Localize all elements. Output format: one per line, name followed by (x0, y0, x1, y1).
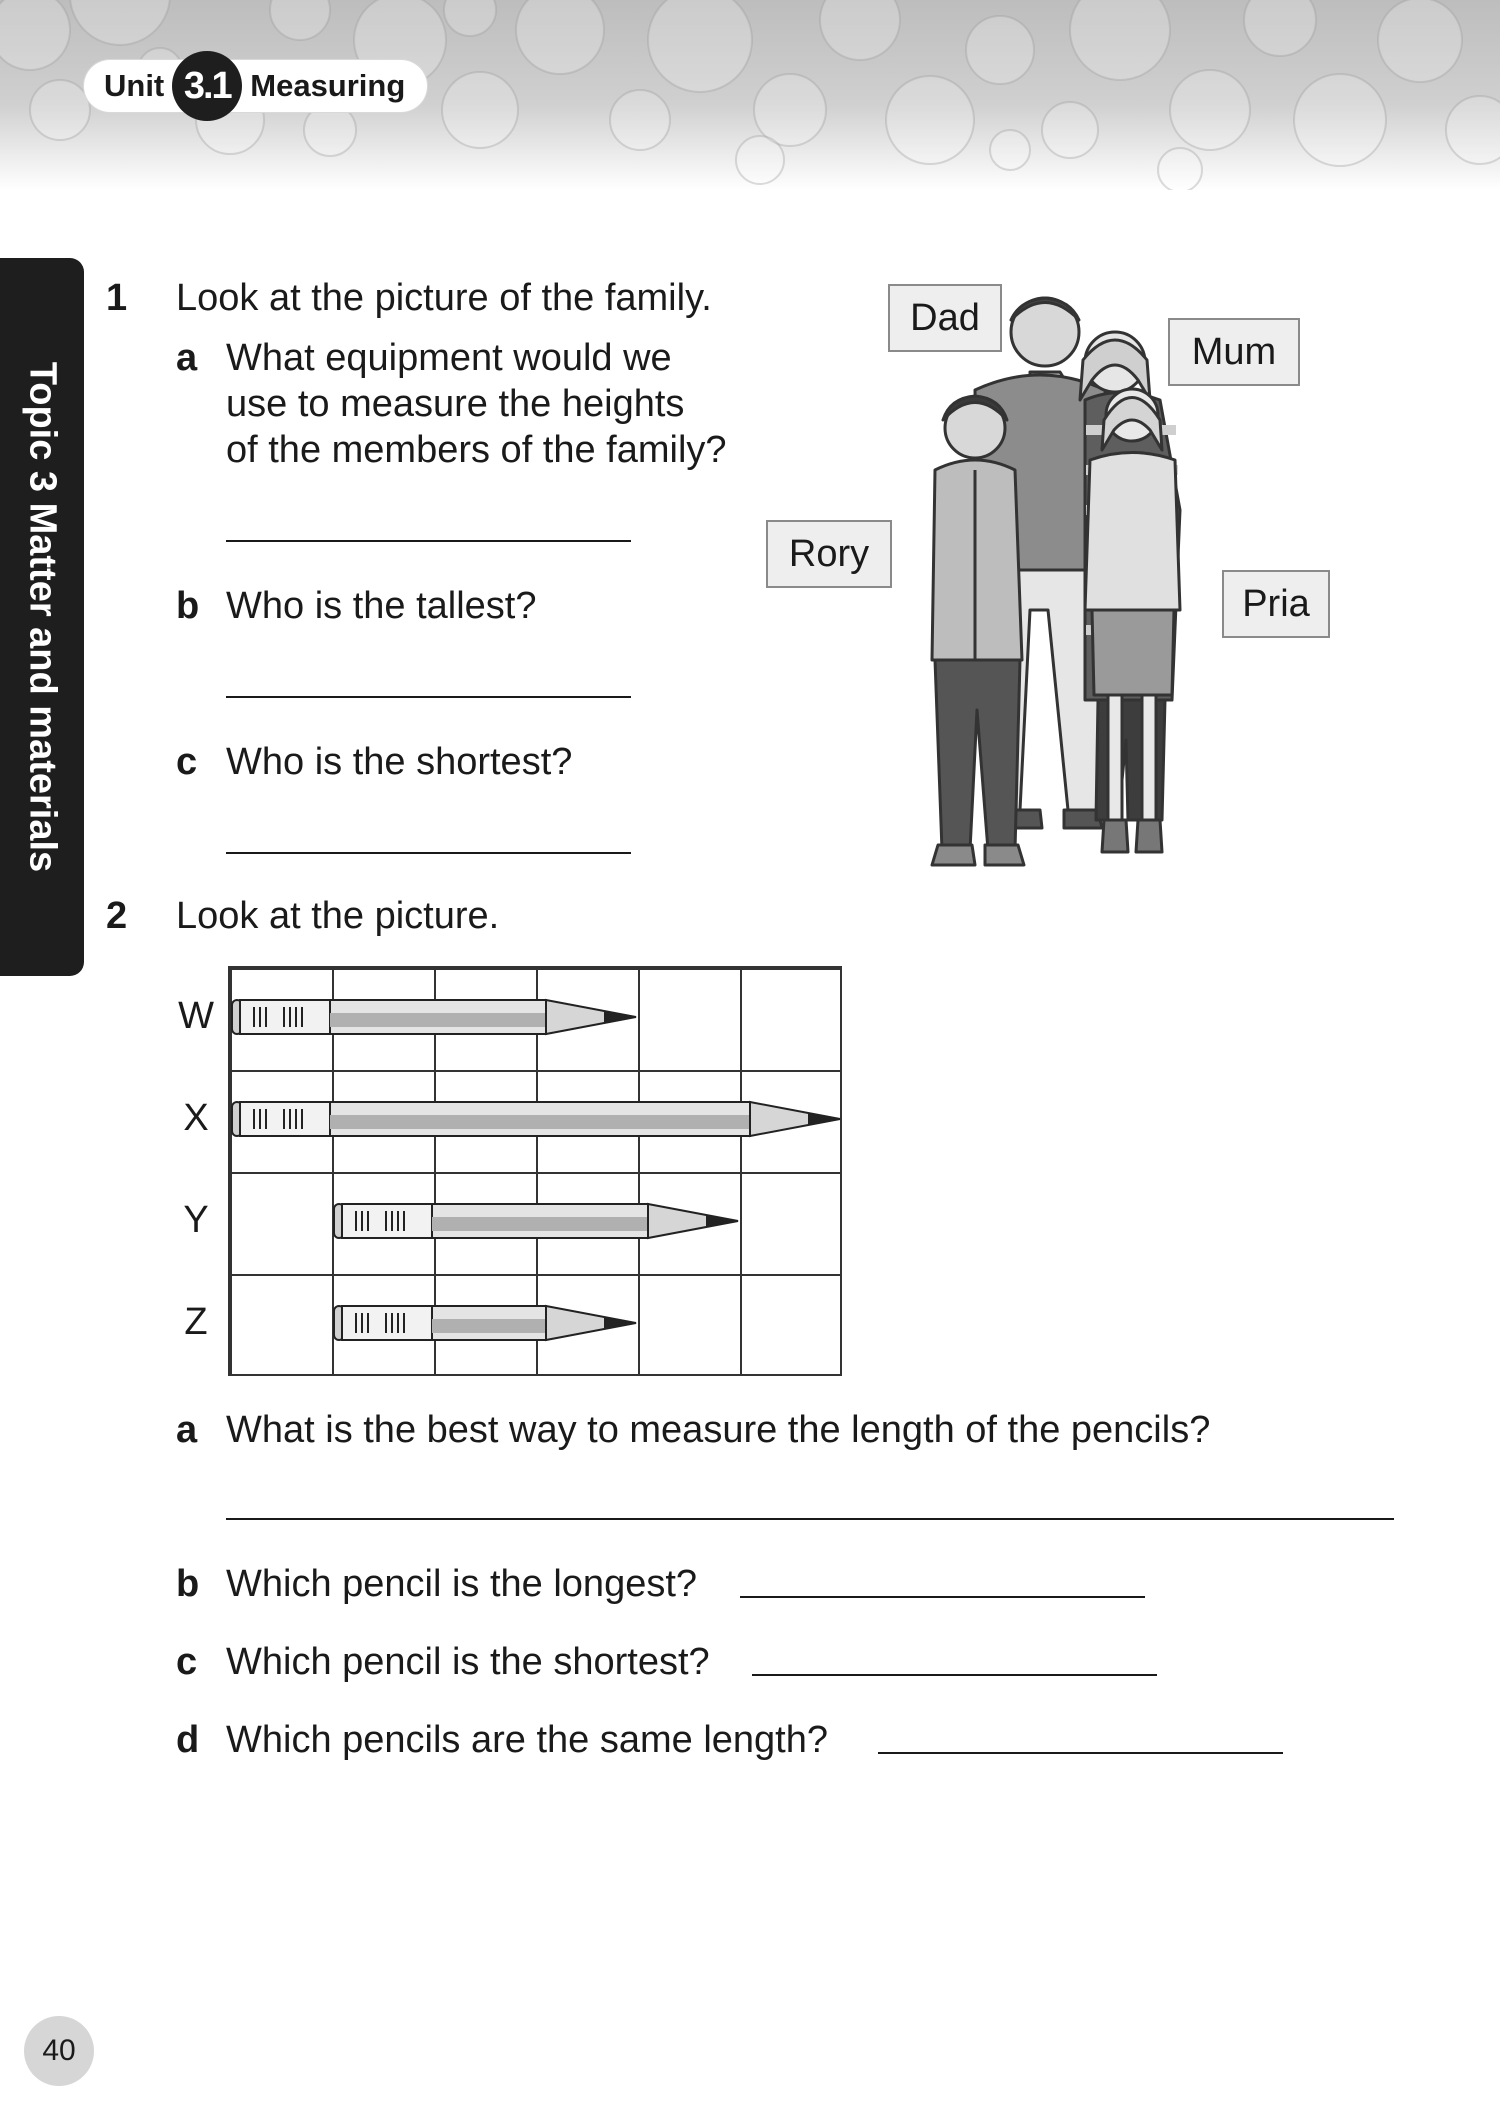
label-mum: Mum (1168, 318, 1300, 386)
pencil-z (334, 1306, 636, 1340)
q1b-answer-line[interactable] (226, 696, 631, 698)
topic-title: Topic 3 Matter and materials (21, 361, 64, 873)
q2d-letter: d (176, 1719, 200, 1761)
pencil-w (232, 1000, 636, 1034)
pencil-y (334, 1204, 738, 1238)
unit-number: 3.1 (172, 51, 242, 121)
question-1-prompt: Look at the picture of the family. (176, 277, 712, 319)
rory-figure (932, 396, 1024, 865)
q2a-question: What is the best way to measure the length of the pencils? (226, 1409, 1211, 1451)
question-2-prompt: Look at the picture. (176, 895, 500, 937)
pencil-grid (228, 966, 842, 1376)
q1c-answer-line[interactable] (226, 852, 631, 854)
pencil-label-y: Y (183, 1199, 209, 1241)
q2c-question: Which pencil is the shortest? (226, 1641, 710, 1683)
pencil-label-w: W (178, 995, 214, 1037)
q2b-question: Which pencil is the longest? (226, 1563, 698, 1605)
pencil-x (232, 1102, 840, 1136)
unit-badge (84, 60, 427, 112)
topic-side-tab (0, 258, 84, 976)
q1a-line-1: What equipment would we (226, 337, 672, 379)
unit-label: Unit (104, 68, 165, 103)
label-pria: Pria (1222, 570, 1330, 638)
q2a-answer-line[interactable] (226, 1518, 1394, 1520)
q1c-question: Who is the shortest? (226, 741, 573, 783)
q1c-letter: c (176, 741, 198, 783)
q1a-answer-line[interactable] (226, 540, 631, 542)
q2d-answer-line[interactable] (878, 1752, 1283, 1754)
pencils-drawing (228, 966, 842, 1376)
q1a-line-3: of the members of the family? (226, 429, 727, 471)
pencil-label-x: X (183, 1097, 209, 1139)
question-2-number: 2 (106, 895, 128, 937)
q2d-question: Which pencils are the same length? (226, 1719, 828, 1761)
q2c-answer-line[interactable] (752, 1674, 1157, 1676)
pencil-label-z: Z (184, 1301, 208, 1343)
q2a-letter: a (176, 1409, 198, 1451)
q2b-letter: b (176, 1563, 200, 1605)
label-rory: Rory (766, 520, 892, 588)
q1b-question: Who is the tallest? (226, 585, 537, 627)
q1a-letter: a (176, 337, 198, 379)
q1b-letter: b (176, 585, 200, 627)
q1a-line-2: use to measure the heights (226, 383, 685, 425)
unit-title: Measuring (250, 68, 406, 103)
page-number: 40 (24, 2016, 94, 2086)
q2c-letter: c (176, 1641, 198, 1683)
question-1-number: 1 (106, 277, 128, 319)
q2b-answer-line[interactable] (740, 1596, 1145, 1598)
label-dad: Dad (888, 284, 1002, 352)
